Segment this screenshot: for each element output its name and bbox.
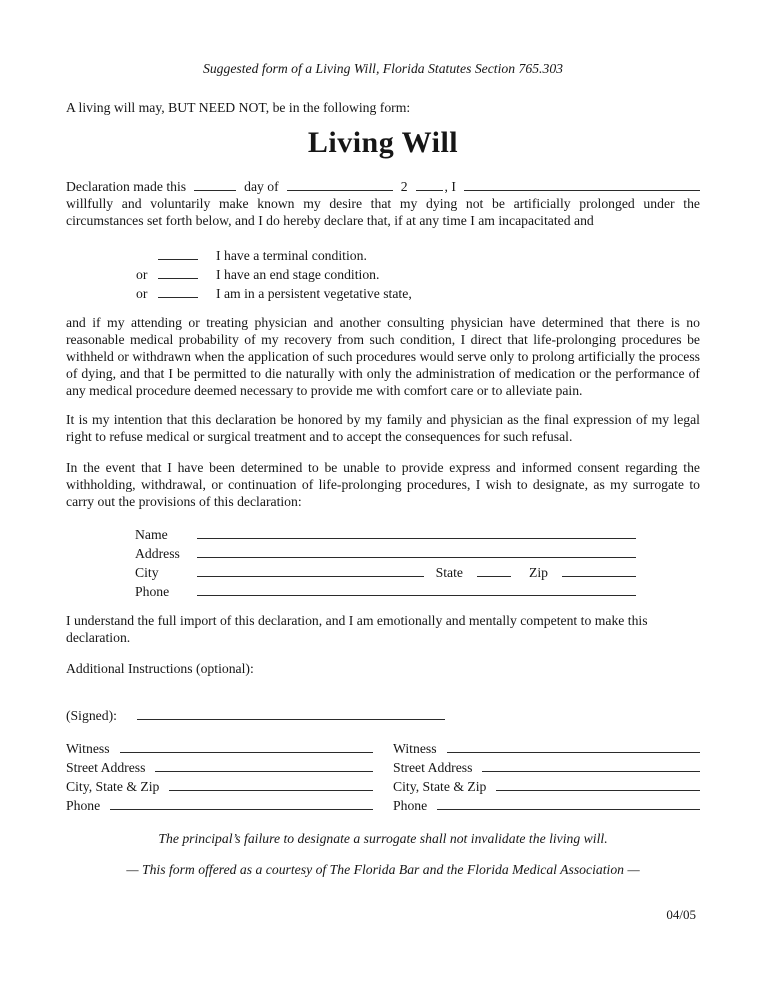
- witness1-street-line[interactable]: [155, 757, 373, 772]
- option-label: I am in a persistent vegetative state,: [216, 286, 412, 301]
- surrogate-name-row: [135, 524, 636, 543]
- determination-paragraph: and if my attending or treating physician and another consulting physician have determined that there is no reasonable medical probability of my recovery from such condition, I direct that life-prolonging procedures be withheld or withdrawn when the application of such procedures would serve only to prolong artificially the process of dying, and that I be permitted to die naturally with only the administration of medication or the performance of any medical procedure deemed necessary to provide me with comfort care or to alleviate pain.: [66, 315, 700, 398]
- witness-column-right: [393, 738, 700, 814]
- end-stage-initials-blank[interactable]: [158, 264, 198, 279]
- month-blank-field[interactable]: [287, 176, 393, 191]
- witness1-phone-line[interactable]: [110, 795, 373, 810]
- surrogate-contact-fields: [135, 524, 636, 600]
- witness-section: [66, 738, 700, 814]
- surrogate-address-line[interactable]: [197, 543, 636, 558]
- competence-paragraph: I understand the full import of this declaration, and I am emotionally and mentally competent to make this declaration.: [66, 613, 648, 645]
- state-label: State: [435, 565, 463, 580]
- zip-label: Zip: [528, 565, 548, 580]
- day-blank-field[interactable]: [194, 176, 236, 191]
- condition-option-vegetative: [136, 283, 700, 302]
- phone-label: Phone: [393, 798, 428, 813]
- witness2-name-row: [393, 738, 700, 757]
- statute-reference-note: Suggested form of a Living Will, Florida Statutes Section 765.303: [202, 61, 564, 76]
- option-label: I have an end stage condition.: [216, 267, 380, 282]
- signature-row: [66, 705, 700, 724]
- signature-line[interactable]: [137, 705, 445, 720]
- day-of-text: day of: [244, 179, 279, 194]
- phone-label: Phone: [135, 584, 170, 599]
- witness1-street-row: [66, 757, 373, 776]
- city-state-zip-label: City, State & Zip: [66, 779, 160, 794]
- witness2-street-row: [393, 757, 700, 776]
- city-state-zip-label: City, State & Zip: [393, 779, 487, 794]
- year-blank-field[interactable]: [416, 176, 443, 191]
- surrogate-phone-line[interactable]: [197, 581, 636, 596]
- city-label: City: [135, 565, 159, 580]
- surrogate-designation-paragraph: In the event that I have been determined to be unable to provide express and informed consent regarding the withholding, withdrawal, or continuation of life-prolonging procedures, I wish to designate, as my surrogate to carry out the provisions of this declaration:: [66, 460, 700, 509]
- witness1-city-line[interactable]: [169, 776, 373, 791]
- surrogate-state-line[interactable]: [477, 562, 511, 577]
- vegetative-state-initials-blank[interactable]: [158, 283, 198, 298]
- courtesy-note: — This form offered as a courtesy of The Florida Bar and the Florida Medical Association —: [126, 862, 640, 877]
- witness1-city-row: [66, 776, 373, 795]
- witness-label: Witness: [393, 741, 437, 756]
- witness2-phone-line[interactable]: [437, 795, 700, 810]
- declarant-name-blank-field[interactable]: [464, 176, 700, 191]
- page-code: 04/05: [666, 907, 696, 922]
- surrogate-address-row: [135, 543, 636, 562]
- declaration-date-line: [66, 176, 700, 195]
- surrogate-city-line[interactable]: [197, 562, 424, 577]
- option-prefix: or: [136, 267, 148, 282]
- additional-instructions-label: Additional Instructions (optional):: [66, 661, 254, 676]
- year-prefix-text: 2: [400, 179, 408, 194]
- phone-label: Phone: [66, 798, 101, 813]
- option-label: I have a terminal condition.: [216, 248, 367, 263]
- terminal-condition-initials-blank[interactable]: [158, 245, 198, 260]
- intention-paragraph: It is my intention that this declaration be honored by my family and physician as the final expression of my legal right to refuse medical or surgical treatment and to accept the consequences for such refusal.: [66, 412, 700, 444]
- witness1-name-row: [66, 738, 373, 757]
- address-label: Address: [135, 546, 180, 561]
- name-label: Name: [135, 527, 168, 542]
- witness-column-left: [66, 738, 373, 814]
- witness1-phone-row: [66, 795, 373, 814]
- street-address-label: Street Address: [393, 760, 473, 775]
- surrogate-phone-row: [135, 581, 636, 600]
- condition-option-terminal: [136, 245, 700, 264]
- declaration-lead-text: Declaration made this: [66, 179, 187, 194]
- witness2-city-line[interactable]: [496, 776, 700, 791]
- intro-line: A living will may, BUT NEED NOT, be in the following form:: [66, 100, 411, 115]
- comma-i-text: , I: [444, 179, 456, 194]
- surrogate-city-row: [135, 562, 636, 581]
- witness-label: Witness: [66, 741, 110, 756]
- street-address-label: Street Address: [66, 760, 146, 775]
- witness2-name-line[interactable]: [447, 738, 700, 753]
- declaration-continuation: willfully and voluntarily make known my desire that my dying not be artificially prolonged under the circumstances set forth below, and I do hereby declare that, if at any time I am incapacitated and: [66, 196, 700, 228]
- option-prefix: or: [136, 286, 148, 301]
- page-title: Living Will: [307, 126, 459, 159]
- surrogate-name-line[interactable]: [197, 524, 636, 539]
- witness2-street-line[interactable]: [482, 757, 700, 772]
- condition-options: [136, 245, 700, 302]
- signed-label: (Signed):: [66, 708, 117, 723]
- witness1-name-line[interactable]: [120, 738, 373, 753]
- principal-failure-note: The principal’s failure to designate a surrogate shall not invalidate the living will.: [158, 831, 608, 846]
- witness2-city-row: [393, 776, 700, 795]
- witness2-phone-row: [393, 795, 700, 814]
- condition-option-end-stage: [136, 264, 700, 283]
- surrogate-zip-line[interactable]: [562, 562, 636, 577]
